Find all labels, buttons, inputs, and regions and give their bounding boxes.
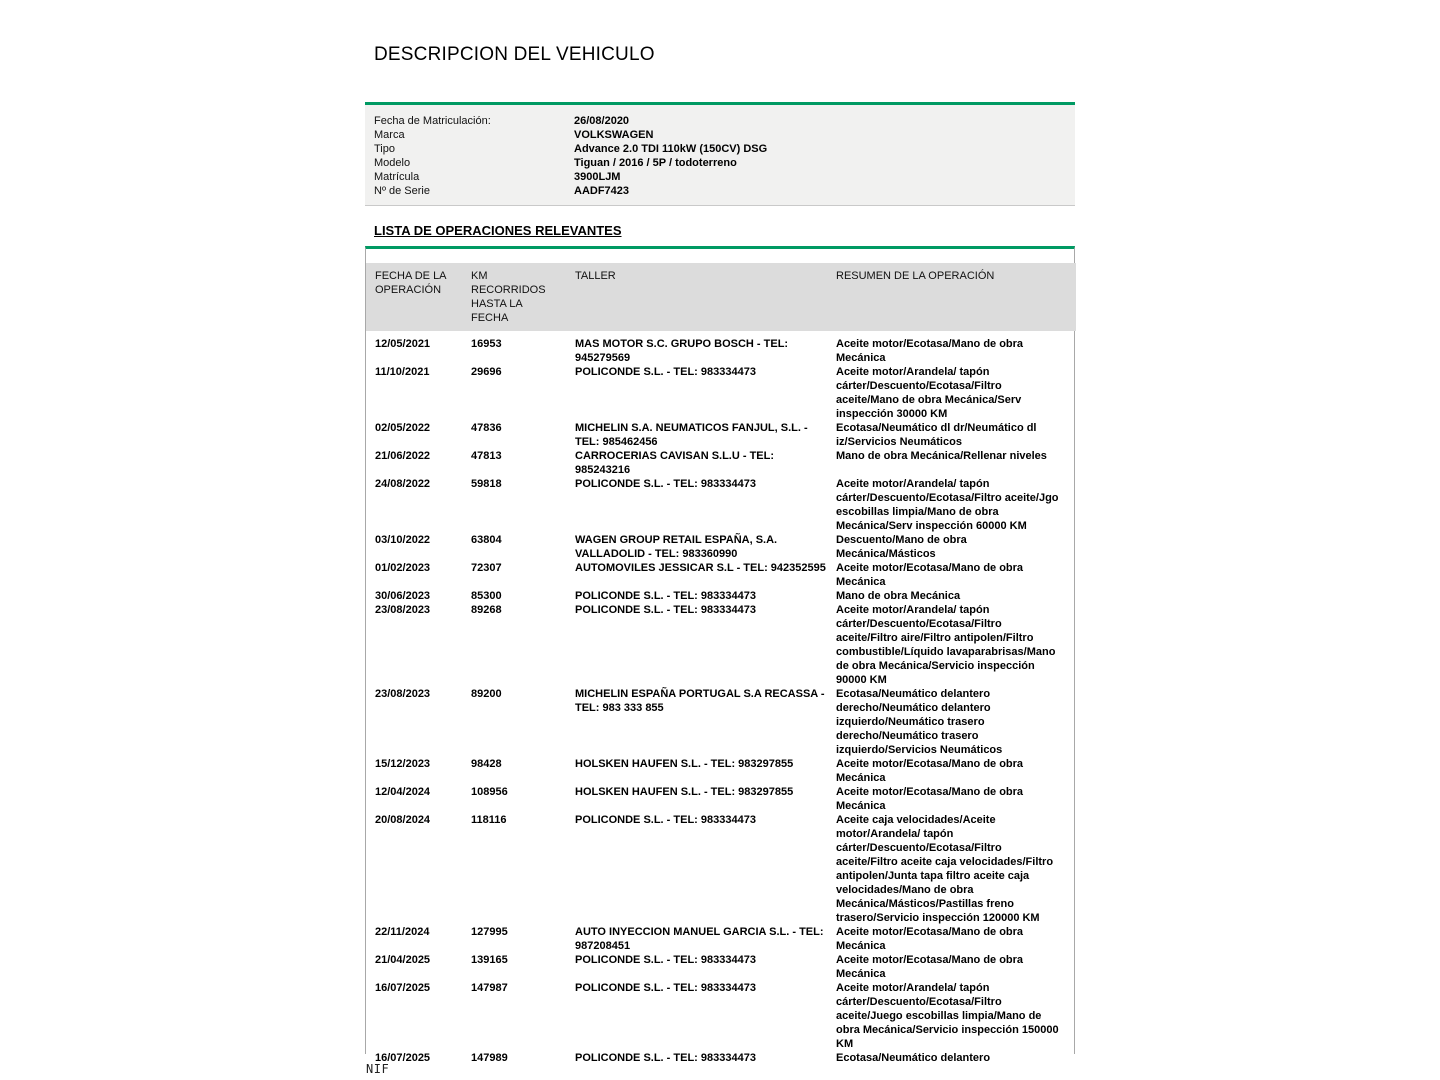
operation-resumen: Mano de obra Mecánica [836, 590, 961, 602]
operation-row [366, 757, 1076, 785]
operation-date: 03/10/2022 [375, 534, 431, 546]
operation-row [366, 589, 1076, 603]
operation-km: 89200 [471, 688, 502, 700]
document-page [365, 0, 1075, 1064]
operation-km: 85300 [471, 590, 502, 602]
operation-km: 16953 [471, 338, 502, 350]
operation-resumen: Aceite caja velocidades/Aceite motor/Arandela/ tapón cárter/Descuento/Ecotasa/Filtro aceite/Filtro aceite caja velocidades/Filtro antipolen/Junta tapa filtro aceite caja velocidades/Mano de obra Mecánica/Másticos/Pastillas freno trasero/Servicio inspección 120000 KM [836, 814, 1054, 924]
vehicle-info-label: Modelo [374, 157, 411, 169]
operation-date: 12/04/2024 [375, 786, 431, 798]
operations-table-wrapper [365, 246, 1075, 1064]
operation-date: 21/04/2025 [375, 954, 431, 966]
operations-heading: LISTA DE OPERACIONES RELEVANTES [374, 223, 622, 238]
operation-row [366, 785, 1076, 813]
operations-table [366, 263, 1076, 1065]
operation-taller: WAGEN GROUP RETAIL ESPAÑA, S.A. VALLADOLID - TEL: 983360990 [575, 534, 778, 560]
operation-date: 22/11/2024 [375, 926, 430, 938]
operation-resumen: Ecotasa/Neumático delantero derecho/Neumático delantero izquierdo/Neumático trasero derecho/Neumático trasero izquierdo/Servicios Neumáticos [836, 688, 1003, 756]
operations-header-row [366, 263, 1076, 331]
operation-resumen: Ecotasa/Neumático dl dr/Neumático dl iz/Servicios Neumáticos [836, 422, 1037, 448]
page-title: DESCRIPCION DEL VEHICULO [374, 44, 655, 65]
vehicle-info-value: AADF7423 [574, 185, 630, 197]
operation-resumen: Aceite motor/Ecotasa/Mano de obra Mecánica [836, 786, 1024, 812]
operation-date: 15/12/2023 [375, 758, 431, 770]
operation-date: 21/06/2022 [375, 450, 431, 462]
operation-km: 59818 [471, 478, 502, 490]
operation-taller: CARROCERIAS CAVISAN S.L.U - TEL: 985243216 [575, 450, 775, 476]
operation-row [366, 603, 1076, 687]
vehicle-info-row [374, 128, 1075, 142]
operation-row [366, 1051, 1076, 1065]
operation-resumen: Descuento/Mano de obra Mecánica/Másticos [836, 534, 967, 560]
operation-taller: AUTOMOVILES JESSICAR S.L - TEL: 942352595 [575, 562, 826, 574]
operation-km: 118116 [471, 814, 507, 826]
operation-row [366, 449, 1076, 477]
vehicle-info-value: 3900LJM [574, 171, 621, 183]
operation-resumen: Aceite motor/Ecotasa/Mano de obra Mecánica [836, 562, 1024, 588]
vehicle-info-table [365, 102, 1075, 206]
operation-taller: HOLSKEN HAUFEN S.L. - TEL: 983297855 [575, 786, 794, 798]
vehicle-info-row [374, 114, 1075, 128]
operation-resumen: Aceite motor/Arandela/ tapón cárter/Descuento/Ecotasa/Filtro aceite/Filtro aire/Filtro antipolen/Filtro combustible/Líquido lavaparabrisas/Mano de obra Mecánica/Servicio inspección 90000 KM [836, 604, 1056, 686]
operation-km: 89268 [471, 604, 502, 616]
operation-taller: POLICONDE S.L. - TEL: 983334473 [575, 814, 756, 826]
operation-row [366, 561, 1076, 589]
operation-taller: POLICONDE S.L. - TEL: 983334473 [575, 1052, 756, 1064]
operation-km: 98428 [471, 758, 502, 770]
operation-resumen: Aceite motor/Ecotasa/Mano de obra Mecánica [836, 926, 1024, 952]
vehicle-info-row [374, 170, 1075, 184]
operation-resumen: Aceite motor/Arandela/ tapón cárter/Descuento/Ecotasa/Filtro aceite/Mano de obra Mecánica/Serv inspección 30000 KM [836, 366, 1022, 420]
operation-km: 47813 [471, 450, 502, 462]
operation-km: 29696 [471, 366, 502, 378]
operation-date: 11/10/2021 [375, 366, 430, 378]
vehicle-info-row [374, 184, 1075, 198]
operations-table-body [366, 331, 1076, 1065]
operation-resumen: Mano de obra Mecánica/Rellenar niveles [836, 450, 1047, 462]
operation-taller: POLICONDE S.L. - TEL: 983334473 [575, 478, 756, 490]
operation-taller: POLICONDE S.L. - TEL: 983334473 [575, 366, 756, 378]
operation-date: 23/08/2023 [375, 604, 431, 616]
vehicle-info-label: Tipo [374, 143, 395, 155]
column-header-taller: TALLER [575, 270, 616, 282]
column-header-km: KM RECORRIDOS HASTA LA FECHA [471, 270, 546, 324]
operation-resumen: Aceite motor/Arandela/ tapón cárter/Descuento/Ecotasa/Filtro aceite/Jgo escobillas limpia/Mano de obra Mecánica/Serv inspección 60000 KM [836, 478, 1059, 532]
operation-taller: MAS MOTOR S.C. GRUPO BOSCH - TEL: 945279569 [575, 338, 789, 364]
vehicle-info-row [374, 142, 1075, 156]
operation-km: 108956 [471, 786, 508, 798]
operation-taller: POLICONDE S.L. - TEL: 983334473 [575, 954, 756, 966]
vehicle-info-label: Fecha de Matriculación: [374, 115, 491, 127]
vehicle-info-label: Marca [374, 129, 405, 141]
operation-row [366, 981, 1076, 1051]
operation-resumen: Aceite motor/Arandela/ tapón cárter/Descuento/Ecotasa/Filtro aceite/Juego escobillas limpia/Mano de obra Mecánica/Servicio inspección 150000 KM [836, 982, 1059, 1050]
operation-km: 139165 [471, 954, 508, 966]
operation-date: 02/05/2022 [375, 422, 431, 434]
operation-date: 01/02/2023 [375, 562, 431, 574]
operation-row [366, 421, 1076, 449]
operation-km: 63804 [471, 534, 502, 546]
operation-row [366, 925, 1076, 953]
vehicle-info-value: 26/08/2020 [574, 115, 630, 127]
operation-row [366, 331, 1076, 365]
operation-km: 147989 [471, 1052, 508, 1064]
operation-taller: AUTO INYECCION MANUEL GARCIA S.L. - TEL: 987208451 [575, 926, 824, 952]
operation-taller: POLICONDE S.L. - TEL: 983334473 [575, 982, 756, 994]
operation-row [366, 813, 1076, 925]
footer-nif-label: NIF [366, 1062, 390, 1076]
operation-row [366, 687, 1076, 757]
operation-row [366, 533, 1076, 561]
vehicle-info-row [374, 156, 1075, 170]
operation-resumen: Aceite motor/Ecotasa/Mano de obra Mecánica [836, 338, 1024, 364]
operation-taller: HOLSKEN HAUFEN S.L. - TEL: 983297855 [575, 758, 794, 770]
operation-date: 12/05/2021 [375, 338, 431, 350]
operation-date: 23/08/2023 [375, 688, 431, 700]
vehicle-info-label: Matrícula [374, 171, 420, 183]
column-header-resumen: RESUMEN DE LA OPERACIÓN [836, 270, 995, 282]
vehicle-info-label: Nº de Serie [374, 185, 430, 197]
operation-resumen: Aceite motor/Ecotasa/Mano de obra Mecánica [836, 954, 1024, 980]
operation-resumen: Aceite motor/Ecotasa/Mano de obra Mecánica [836, 758, 1024, 784]
operation-row [366, 365, 1076, 421]
vehicle-info-value: Advance 2.0 TDI 110kW (150CV) DSG [574, 143, 768, 155]
operation-date: 16/07/2025 [375, 982, 431, 994]
operation-taller: MICHELIN S.A. NEUMATICOS FANJUL, S.L. - TEL: 985462456 [575, 422, 808, 448]
operation-row [366, 477, 1076, 533]
operation-taller: POLICONDE S.L. - TEL: 983334473 [575, 590, 756, 602]
vehicle-info-value: VOLKSWAGEN [574, 129, 654, 141]
operation-resumen: Ecotasa/Neumático delantero [836, 1052, 991, 1064]
operation-km: 127995 [471, 926, 508, 938]
operation-row [366, 953, 1076, 981]
column-header-fecha: FECHA DE LA OPERACIÓN [375, 270, 446, 296]
operation-date: 20/08/2024 [375, 814, 431, 826]
operation-km: 72307 [471, 562, 502, 574]
operation-date: 16/07/2025 [375, 1052, 431, 1064]
operation-date: 24/08/2022 [375, 478, 431, 490]
vehicle-info-value: Tiguan / 2016 / 5P / todoterreno [574, 157, 737, 169]
operation-date: 30/06/2023 [375, 590, 431, 602]
operation-taller: MICHELIN ESPAÑA PORTUGAL S.A RECASSA - TEL: 983 333 855 [575, 688, 825, 714]
operation-km: 47836 [471, 422, 502, 434]
operation-km: 147987 [471, 982, 508, 994]
operation-taller: POLICONDE S.L. - TEL: 983334473 [575, 604, 756, 616]
